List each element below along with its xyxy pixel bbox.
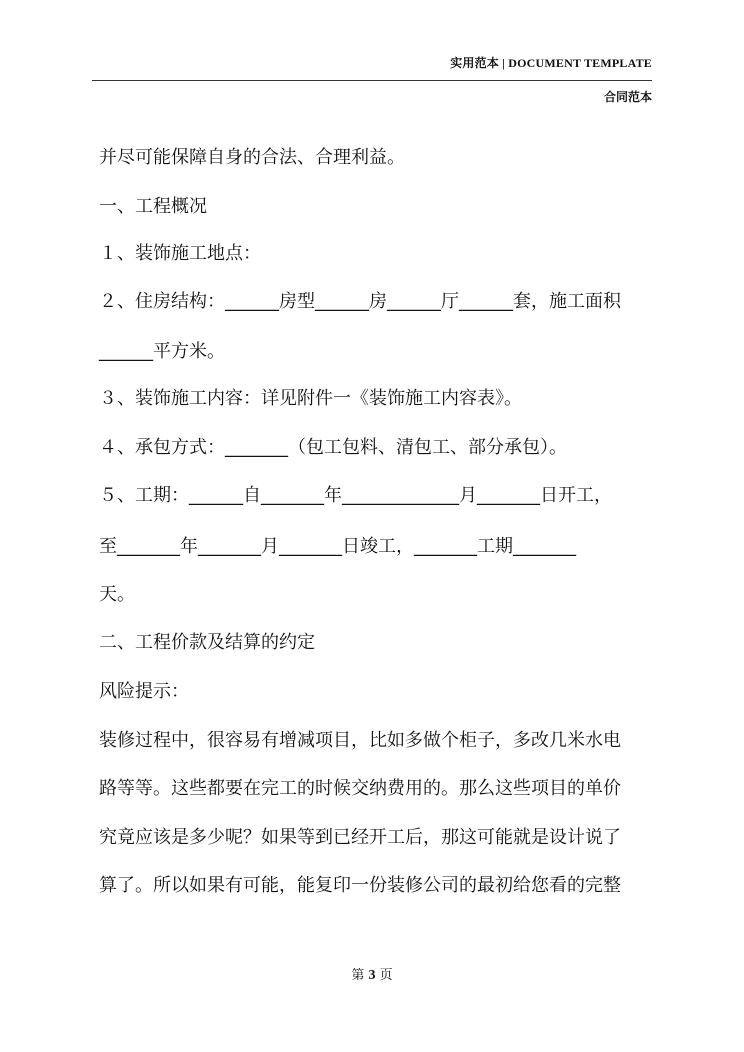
paragraph-line: 算了。所以如果有可能，能复印一份装修公司的最初给您看的完整	[99, 875, 621, 896]
paragraph-line: 并尽可能保障自身的合法、合理利益。	[99, 147, 405, 168]
paragraph-line: １、装饰施工地点：	[99, 243, 261, 264]
paragraph-line: ３、装饰施工内容：详见附件一《装饰施工内容表》。	[99, 388, 522, 409]
paragraph-line: ______平方米。	[99, 341, 225, 362]
page-footer	[0, 964, 744, 984]
paragraph-line: ４、承包方式：_______（包工包料、清包工、部分承包）。	[99, 437, 567, 458]
section-heading: 二、工程价款及结算的约定	[99, 632, 315, 653]
paragraph-line: 天。	[99, 584, 135, 605]
page-number: 3	[368, 968, 376, 983]
paragraph-line: 装修过程中，很容易有增减项目，比如多做个柜子，多改几米水电	[99, 730, 621, 751]
footer-suffix: 页	[379, 968, 393, 983]
paragraph-line: 至_______年_______月_______日竣工，_______工期_______	[99, 536, 576, 557]
paragraph-line: ２、住房结构：______房型______房______厅______套，施工面积	[99, 291, 621, 312]
paragraph-line: 路等等。这些都要在完工的时候交纳费用的。那么这些项目的单价	[99, 778, 621, 799]
header-title: 实用范本 | DOCUMENT TEMPLATE	[450, 56, 652, 70]
header-subtitle: 合同范本	[603, 90, 652, 104]
paragraph-line: ５、工期：______自_______年_____________月_______日开工，	[99, 485, 612, 506]
header-divider	[92, 80, 652, 81]
paragraph-line: 究竟应该是多少呢？如果等到已经开工后，那这可能就是设计说了	[99, 827, 621, 848]
section-heading: 一、工程概况	[99, 196, 207, 217]
paragraph-line: 风险提示：	[99, 681, 189, 702]
footer-prefix: 第	[351, 968, 365, 983]
